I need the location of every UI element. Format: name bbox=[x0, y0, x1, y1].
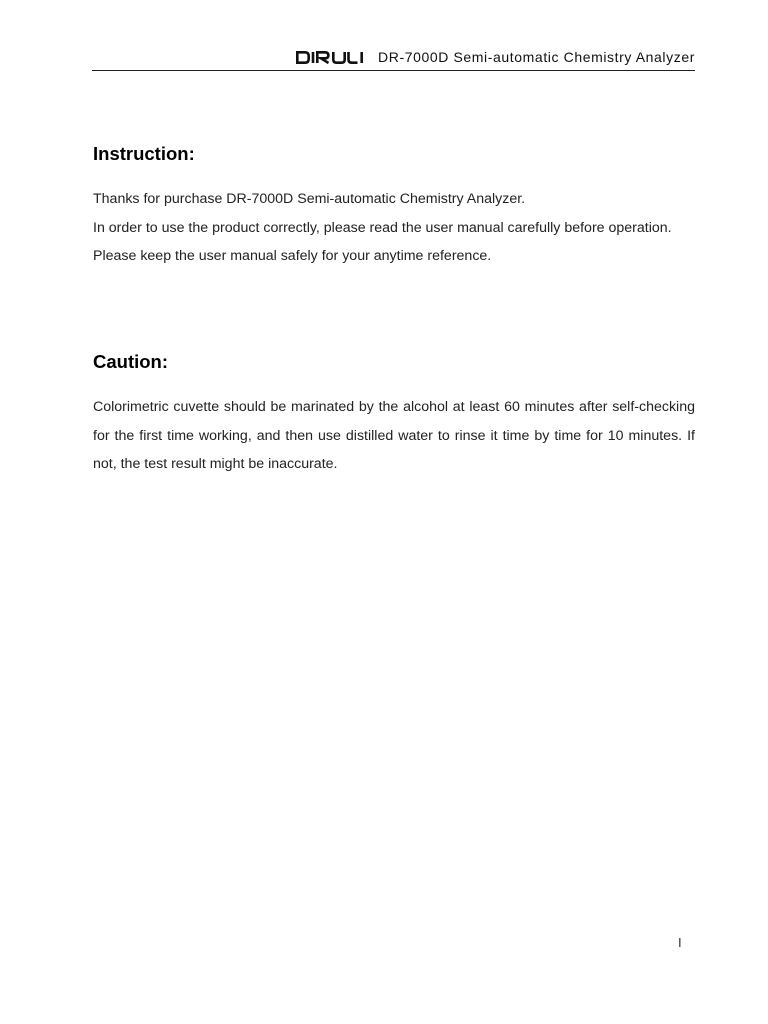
page-number: I bbox=[678, 935, 682, 950]
page-header bbox=[92, 47, 695, 71]
caution-section bbox=[93, 351, 695, 479]
caution-paragraph: Colorimetric cuvette should be marinated by the alcohol at least 60 minutes after self-checking for the first time working, and then use distilled water to rinse it time by time for 10 minutes. If not, the test result might be inaccurate. bbox=[93, 399, 695, 472]
instruction-line-1: Thanks for purchase DR-7000D Semi-automatic Chemistry Analyzer. bbox=[93, 191, 526, 207]
instruction-paragraph-2: In order to use the product correctly, please read the user manual carefully before operation. bbox=[93, 219, 672, 236]
dirui-logo bbox=[296, 51, 364, 64]
document-title: DR-7000D Semi-automatic Chemistry Analyzer bbox=[378, 49, 695, 65]
instruction-heading: Instruction: bbox=[93, 143, 195, 164]
caution-heading: Caution: bbox=[93, 351, 169, 372]
instruction-section bbox=[93, 143, 695, 271]
instruction-line-3: Please keep the user manual safely for your anytime reference. bbox=[93, 248, 492, 264]
